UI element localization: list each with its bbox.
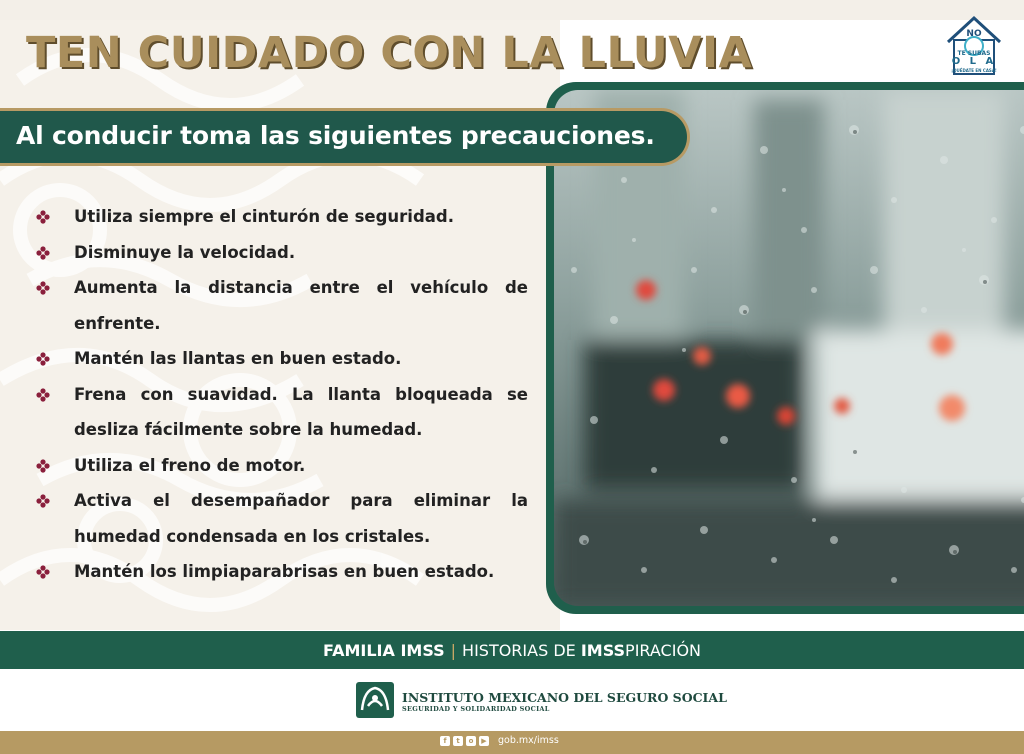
website-link[interactable]: gob.mx/imss [498, 735, 559, 746]
tagline-separator: | [450, 641, 457, 660]
tagline [0, 641, 1024, 660]
tagline-part1: FAMILIA IMSS [322, 641, 445, 660]
list-item-text: Mantén los limpiaparabrisas en buen estado. [74, 562, 495, 581]
institute-subtitle: SEGURIDAD Y SOLIDARIDAD SOCIAL [402, 705, 550, 713]
tagline-part3: IMSS [580, 641, 626, 660]
list-item-text: Aumenta la distancia entre el vehículo de enfrente. [74, 278, 528, 333]
list-item [34, 341, 528, 377]
diamond-bullet-icon [36, 565, 50, 579]
list-item [34, 199, 528, 235]
logo-line3: ¡QUÉDATE EN CASA! [951, 68, 997, 73]
logo-text [942, 50, 1006, 74]
diamond-bullet-icon [36, 459, 50, 473]
instagram-icon[interactable]: o [466, 736, 476, 746]
list-item [34, 377, 528, 448]
logo-line1: TE SUBAS [957, 50, 991, 57]
top-strip [0, 0, 1024, 20]
logo-line2: O L A [951, 56, 997, 67]
list-item-text: Frena con suavidad. La llanta bloqueada se desliza fácilmente sobre la humedad. [74, 384, 528, 439]
list-item [34, 270, 528, 341]
precautions-list [34, 199, 528, 590]
social-icons [440, 736, 489, 746]
diamond-bullet-icon [36, 210, 50, 224]
diamond-bullet-icon [36, 494, 50, 508]
list-item [34, 448, 528, 484]
list-item-text: Activa el desempañador para eliminar la humedad condensada en los cristales. [74, 491, 528, 546]
twitter-icon[interactable]: t [453, 736, 463, 746]
list-item [34, 554, 528, 590]
institute-name: INSTITUTO MEXICANO DEL SEGURO SOCIAL [402, 690, 727, 705]
facebook-icon[interactable]: f [440, 736, 450, 746]
banner-text: Al conducir toma las siguientes precauciones. [16, 121, 655, 150]
imss-logo-icon [356, 682, 394, 718]
rain-photo [554, 90, 1024, 606]
list-item-text: Disminuye la velocidad. [74, 242, 296, 262]
page-title: TEN CUIDADO CON LA LLUVIA [26, 28, 753, 78]
diamond-bullet-icon [36, 281, 50, 295]
diamond-bullet-icon [36, 388, 50, 402]
diamond-bullet-icon [36, 246, 50, 260]
youtube-icon[interactable]: ▶ [479, 736, 489, 746]
tagline-part2: HISTORIAS DE [462, 641, 581, 660]
list-item-text: Mantén las llantas en buen estado. [74, 349, 402, 368]
list-item [34, 483, 528, 554]
list-item [34, 235, 528, 271]
diamond-bullet-icon [36, 352, 50, 366]
tagline-part4: PIRACIÓN [625, 641, 701, 660]
list-item-text: Utiliza siempre el cinturón de seguridad. [74, 207, 454, 226]
list-item-text: Utiliza el freno de motor. [74, 455, 306, 475]
logo-no-label: NO [966, 29, 982, 39]
